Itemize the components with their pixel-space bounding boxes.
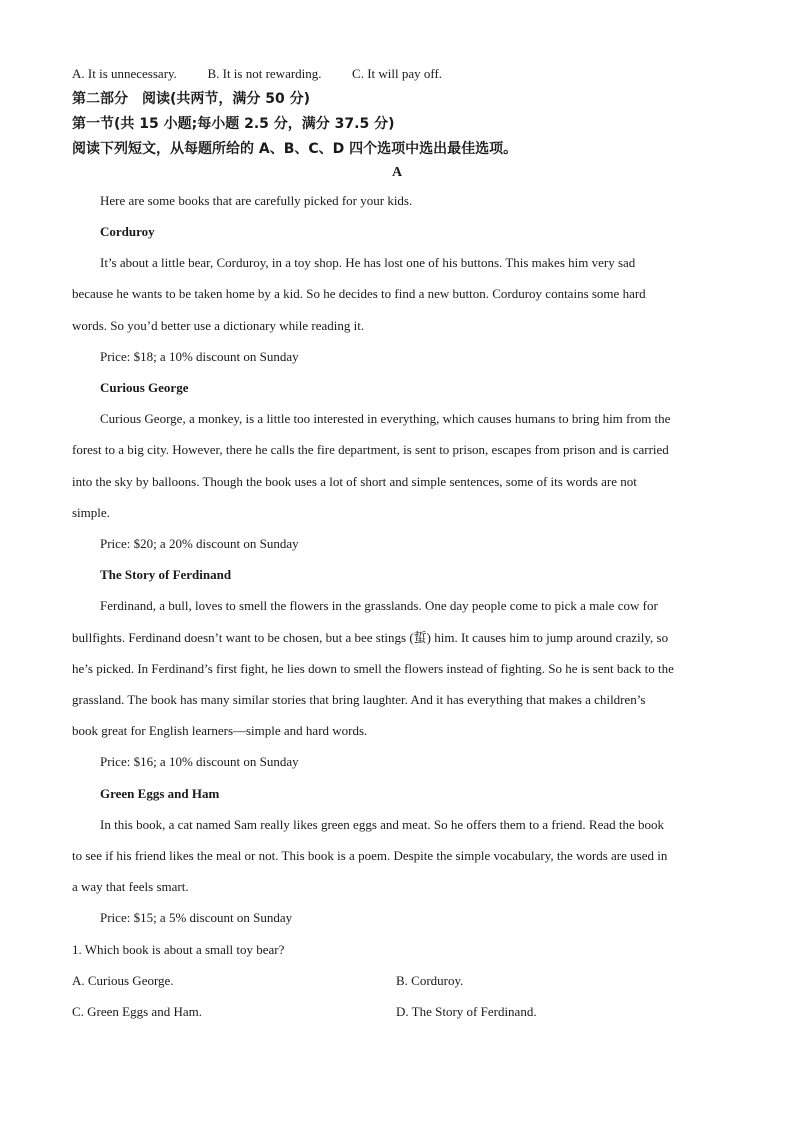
question-option-c: C. Green Eggs and Ham.	[72, 1004, 202, 1019]
instruction: 阅读下列短文，从每题所给的 A、B、C、D 四个选项中选出最佳选项。	[72, 141, 518, 157]
book-title-ferdinand: The Story of Ferdinand	[100, 567, 232, 582]
book-price: Price: $16; a 10% discount on Sunday	[100, 754, 299, 769]
book-text-line: a way that feels smart.	[72, 879, 189, 894]
book-text-line: grassland. The book has many similar stories that bring laughter. And it has everything that makes a children’s	[72, 692, 646, 707]
book-text-line: It’s about a little bear, Corduroy, in a toy shop. He has lost one of his buttons. This makes him very sad	[100, 255, 636, 270]
question-option-a: A. Curious George.	[72, 973, 174, 988]
question-option-d: D. The Story of Ferdinand.	[396, 1004, 537, 1019]
book-title-green-eggs: Green Eggs and Ham	[100, 786, 220, 801]
passage-intro: Here are some books that are carefully picked for your kids.	[100, 193, 413, 208]
book-text-line: words. So you’d better use a dictionary while reading it.	[72, 318, 365, 333]
book-text-line: forest to a big city. However, there he calls the fire department, is sent to prison, escapes from prison and is carried	[72, 442, 669, 457]
book-title-curious-george: Curious George	[100, 380, 189, 395]
question-stem: 1. Which book is about a small toy bear?	[72, 942, 285, 957]
section-title: 第一节(共 15 小题;每小题 2.5 分，满分 37.5 分)	[72, 116, 395, 132]
book-text-line: book great for English learners—simple and hard words.	[72, 723, 368, 738]
previous-question-options	[72, 66, 442, 82]
book-text-line: Curious George, a monkey, is a little too interested in everything, which causes humans to bring him from the	[100, 411, 671, 426]
book-price: Price: $18; a 10% discount on Sunday	[100, 349, 299, 364]
book-text-line: simple.	[72, 505, 110, 520]
book-text-line: because he wants to be taken home by a kid. So he decides to find a new button. Corduroy contains some hard	[72, 286, 646, 301]
question-option-b: B. Corduroy.	[396, 973, 464, 988]
book-text-line: he’s picked. In Ferdinand’s first fight, he lies down to smell the flowers instead of fighting. So he is sent back to the	[72, 661, 674, 676]
passage-label: A	[391, 165, 403, 180]
book-text-line: to see if his friend likes the meal or not. This book is a poem. Despite the simple vocabulary, the words are used in	[72, 848, 668, 863]
part-title: 第二部分 阅读(共两节，满分 50 分)	[72, 91, 311, 107]
book-text-line: Ferdinand, a bull, loves to smell the flowers in the grasslands. One day people come to pick a male cow for	[100, 598, 658, 613]
book-text-line: into the sky by balloons. Though the book uses a lot of short and simple sentences, some of its words are not	[72, 474, 637, 489]
option-b: B. It is not rewarding.	[207, 66, 322, 81]
option-c: C. It will pay off.	[352, 66, 443, 81]
book-text-line: bullfights. Ferdinand doesn’t want to be chosen, but a bee stings (蜇) him. It causes him to jump around crazily, so	[72, 630, 669, 645]
book-price: Price: $15; a 5% discount on Sunday	[100, 910, 293, 925]
book-title-corduroy: Corduroy	[100, 224, 155, 239]
book-text-line: In this book, a cat named Sam really likes green eggs and meat. So he offers them to a friend. Read the book	[100, 817, 665, 832]
option-a: A. It is unnecessary.	[72, 66, 177, 81]
book-price: Price: $20; a 20% discount on Sunday	[100, 536, 299, 551]
